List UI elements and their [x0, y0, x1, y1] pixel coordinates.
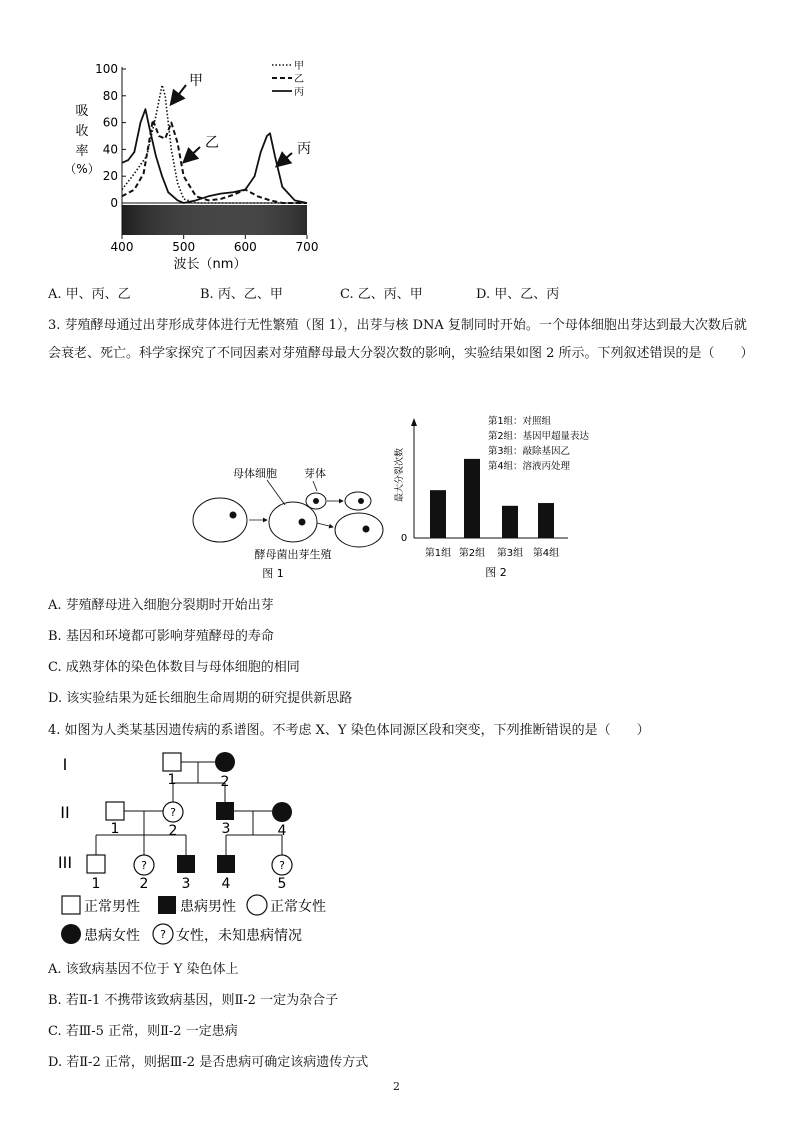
legend-normal-female-icon	[247, 895, 267, 915]
page-number: 2	[393, 1080, 400, 1093]
svg-text:收: 收	[75, 124, 89, 139]
svg-text:?: ?	[141, 859, 147, 872]
y-tick-label: 0	[110, 196, 118, 210]
y-tick-label: 20	[102, 169, 118, 184]
individual-I-1	[163, 753, 181, 771]
fig2-zero-tick: 0	[400, 533, 408, 544]
svg-text:2: 2	[220, 774, 230, 790]
svg-text:4: 4	[277, 823, 287, 839]
svg-text:3: 3	[221, 821, 231, 837]
series-line-丙	[122, 109, 307, 203]
individual-II-4	[272, 802, 292, 822]
bar-category-label: 第3组	[496, 548, 524, 559]
arrow-label-bing: 丙	[297, 141, 311, 157]
svg-text:4: 4	[221, 876, 231, 892]
svg-text:?: ?	[170, 806, 176, 819]
svg-text:（%）: （%）	[64, 162, 100, 176]
q4-option-d: D. 若Ⅱ-2 正常，则据Ⅲ-2 是否患病可确定该病遗传方式	[48, 1055, 369, 1070]
legend-affected-female-icon	[61, 924, 81, 944]
svg-text:1: 1	[110, 821, 120, 837]
q2-option-c: C. 乙、丙、甲	[340, 287, 423, 302]
x-tick-label: 700	[295, 240, 319, 254]
svg-text:2: 2	[168, 823, 178, 839]
svg-text:吸: 吸	[75, 104, 89, 119]
x-tick-label: 600	[233, 240, 257, 254]
svg-text:率: 率	[75, 144, 89, 159]
individual-II-1	[106, 802, 124, 820]
pedigree-legend	[61, 895, 326, 944]
bar	[538, 503, 554, 538]
y-tick-label: 80	[102, 88, 118, 103]
y-tick-label: 100	[95, 62, 118, 76]
fig2-y-label: 最大分裂次数	[395, 447, 405, 503]
q2-option-a: A. 甲、丙、乙	[48, 287, 131, 302]
svg-text:患病男性: 患病男性	[180, 899, 236, 915]
bar	[502, 506, 518, 538]
q4-option-a: A. 该致病基因不位于 Y 染色体上	[48, 962, 239, 977]
svg-text:患病女性: 患病女性	[84, 928, 140, 944]
fig1-label: 图 1	[262, 567, 284, 580]
individual-III-3	[177, 855, 195, 873]
mother-cell-2	[269, 502, 317, 542]
individual-III-4	[217, 855, 235, 873]
pedigree-chart	[50, 745, 370, 950]
arrow-label-jia: 甲	[189, 73, 203, 89]
svg-text:?: ?	[160, 928, 166, 941]
svg-text:正常女性: 正常女性	[270, 899, 326, 915]
bar-category-label: 第2组	[458, 548, 486, 559]
absorption-spectrum-chart	[60, 55, 330, 275]
svg-text:3: 3	[181, 876, 191, 892]
individual-I-2	[215, 752, 235, 772]
generation-label-3: III	[57, 853, 73, 872]
q4-option-c: C. 若Ⅲ-5 正常，则Ⅱ-2 一定患病	[48, 1024, 238, 1039]
individual-II-3	[216, 802, 234, 820]
fig2-legend-item: 第1组：对照组	[488, 416, 552, 427]
fig2-legend-item: 第2组：基因甲超量表达	[488, 431, 590, 442]
q4-stem: 4. 如图为人类某基因遗传病的系谱图。不考虑 X、Y 染色体同源区段和突变，下列推断错误的是（ ）	[48, 723, 650, 738]
legend-label: 甲	[294, 61, 304, 72]
bar-category-label: 第4组	[532, 548, 560, 559]
series-arrows	[172, 73, 311, 165]
legend-label: 乙	[294, 74, 304, 85]
bar-category-label: 第1组	[424, 548, 452, 559]
legend-label: 丙	[294, 87, 304, 98]
generation-label-1: I	[62, 755, 68, 774]
fig2-label: 图 2	[485, 566, 507, 579]
q3-option-c: C. 成熟芽体的染色体数目与母体细胞的相同	[48, 660, 300, 675]
y-tick-label: 40	[102, 142, 118, 157]
fig2-legend-item: 第3组：敲除基因乙	[488, 446, 571, 457]
y-axis-label	[64, 104, 99, 176]
yeast-budding-figure	[185, 465, 395, 585]
label-mother-cell: 母体细胞	[233, 467, 277, 480]
legend-affected-male-icon	[158, 896, 176, 914]
label-bud: 芽体	[304, 467, 326, 480]
fig1-caption: 酵母菌出芽生殖	[254, 548, 332, 561]
bar	[464, 459, 480, 538]
q3-option-b: B. 基因和环境都可影响芽殖酵母的寿命	[48, 629, 274, 644]
x-tick-label: 500	[172, 240, 196, 254]
svg-text:5: 5	[277, 876, 287, 892]
generation-label-2: II	[60, 803, 70, 822]
q3-stem: 3. 芽殖酵母通过出芽形成芽体进行无性繁殖（图 1），出芽与核 DNA 复制同时开始。一个母体细胞出芽达到最大次数后就会衰老、死亡。科学家探究了不同因素对芽殖酵母最大分裂次数的影响，实验结果如图 2 所示。下列叙述错误的是（ ）	[48, 318, 754, 361]
svg-text:女性，未知患病情况: 女性，未知患病情况	[176, 928, 302, 944]
svg-text:?: ?	[279, 859, 285, 872]
arrow-label-yi: 乙	[205, 135, 219, 151]
q2-option-d: D. 甲、乙、丙	[476, 287, 560, 302]
x-axis-label: 波长（nm）	[173, 257, 247, 272]
x-tick-label: 400	[110, 240, 134, 254]
daughter-cell-large	[335, 513, 383, 547]
q4-option-b: B. 若Ⅱ-1 不携带该致病基因，则Ⅱ-2 一定为杂合子	[48, 993, 339, 1008]
q3-option-d: D. 该实验结果为延长细胞生命周期的研究提供新思路	[48, 691, 353, 706]
max-division-bar-chart	[388, 410, 618, 582]
svg-text:1: 1	[91, 876, 101, 892]
individual-III-1	[87, 855, 105, 873]
fig2-legend-item: 第4组：溶液丙处理	[488, 461, 571, 472]
q3-option-a: A. 芽殖酵母进入细胞分裂期时开始出芽	[48, 598, 274, 613]
y-tick-label: 60	[102, 115, 118, 130]
q2-option-b: B. 丙、乙、甲	[200, 287, 283, 302]
svg-text:正常男性: 正常男性	[84, 899, 140, 915]
chart-legend	[272, 60, 304, 98]
legend-normal-male-icon	[62, 896, 80, 914]
svg-text:1: 1	[167, 772, 177, 788]
bar	[430, 490, 446, 538]
svg-text:2: 2	[139, 876, 149, 892]
mother-cell-1	[193, 498, 247, 542]
